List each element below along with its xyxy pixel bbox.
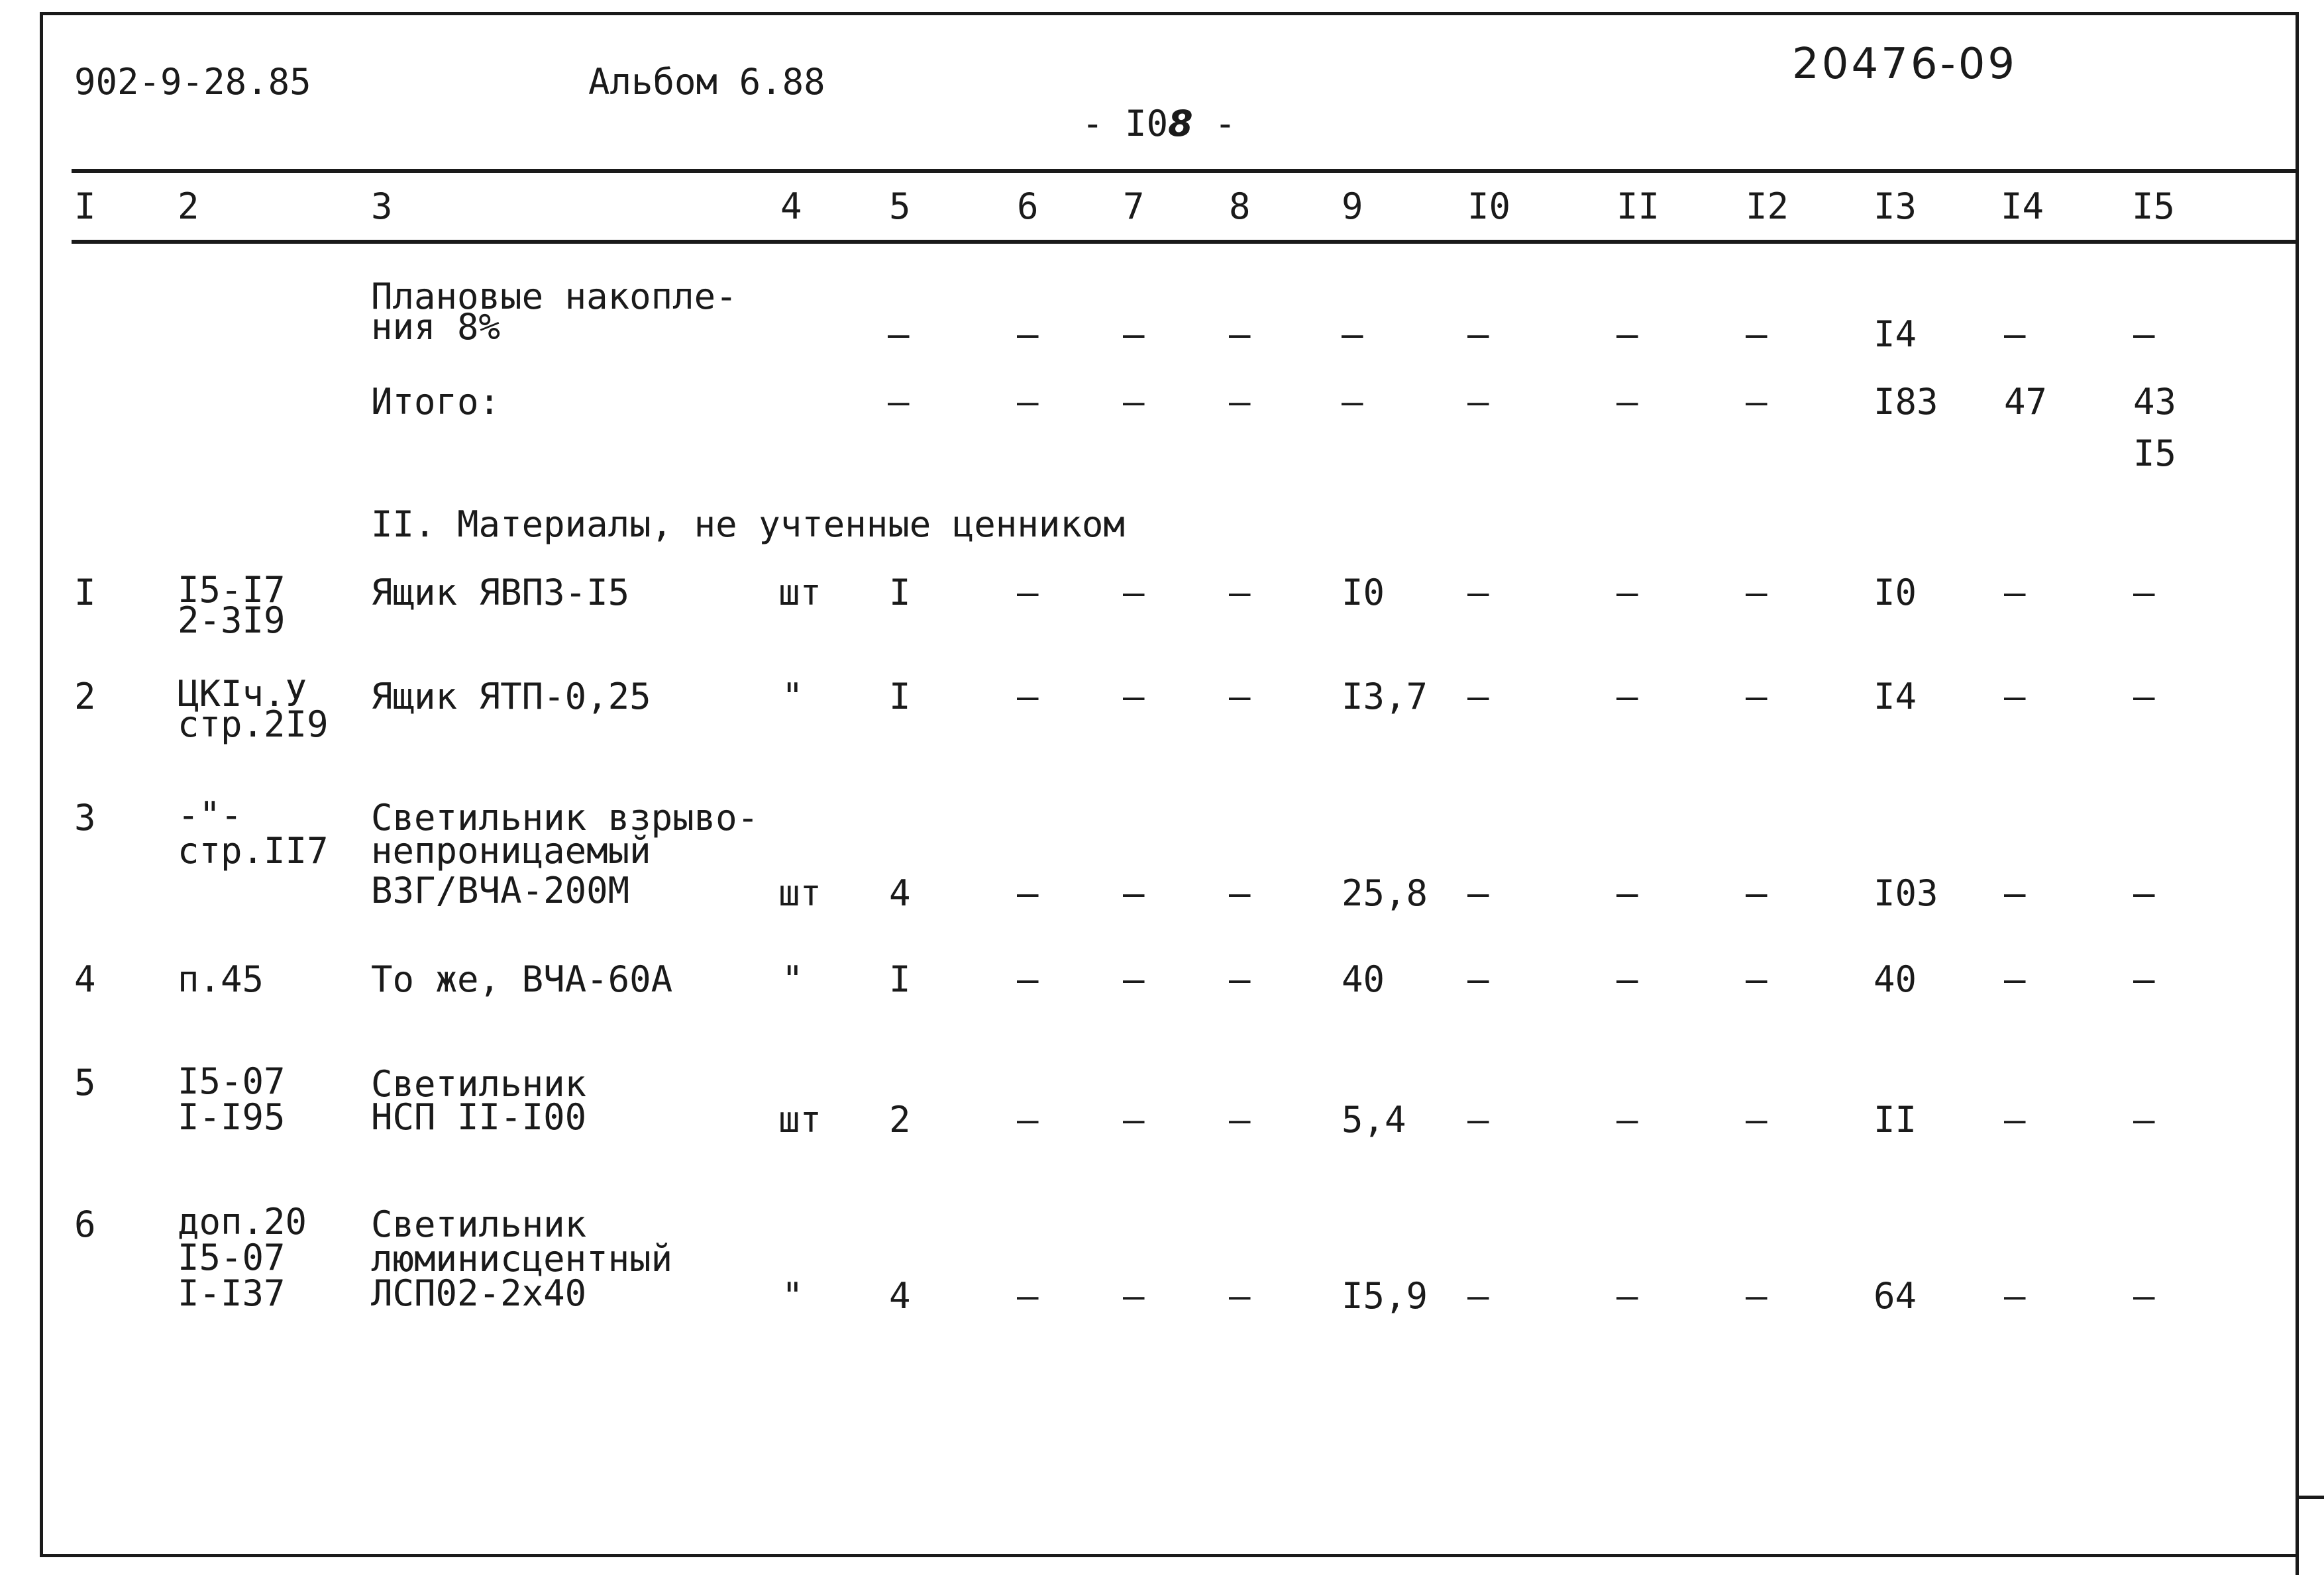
cell: I5,9 — [1342, 1275, 1428, 1317]
cell: – — [1017, 572, 1039, 613]
item-name-cont: НСП II-I00 — [371, 1096, 587, 1138]
page-hand-digit: 8 — [1168, 103, 1193, 144]
frame-top-border — [40, 12, 2299, 15]
cell: – — [1229, 381, 1251, 423]
cell: – — [1017, 1275, 1039, 1317]
price-code: п.45 — [178, 958, 264, 1000]
col-15: I5 — [2132, 185, 2176, 227]
cell: – — [1229, 572, 1251, 613]
col-9: 9 — [1342, 185, 1363, 227]
cell: – — [2004, 872, 2026, 914]
cell: I83 — [1874, 381, 1938, 423]
cell: – — [1746, 1099, 1768, 1141]
cell: – — [1746, 572, 1768, 613]
cell: – — [1467, 1275, 1489, 1317]
col-5: 5 — [889, 185, 911, 227]
item-name-cont: непроницаемый — [371, 830, 651, 872]
col-13: I3 — [1874, 185, 1917, 227]
cell: – — [1342, 313, 1363, 355]
item-name: То же, ВЧА-60А — [371, 958, 673, 1000]
cell: – — [1229, 676, 1251, 717]
cell: 47 — [2004, 381, 2048, 423]
frame-bottom-border — [40, 1554, 2299, 1557]
cell: – — [1467, 958, 1489, 1000]
unit: шт — [778, 1099, 822, 1141]
col-3: 3 — [371, 185, 393, 227]
column-rule — [72, 240, 2298, 244]
cell: – — [1017, 872, 1039, 914]
unit: шт — [778, 872, 822, 914]
unit: " — [782, 958, 804, 1000]
page-suffix: - — [1214, 103, 1236, 144]
cell: – — [1616, 1275, 1638, 1317]
price-code: стр.II7 — [178, 830, 329, 872]
item-name: Светильник — [371, 1063, 587, 1105]
margin-tick — [2296, 1496, 2324, 1499]
price-code: ЦКIч.У — [178, 673, 307, 715]
cell: – — [1229, 313, 1251, 355]
cell: – — [2004, 313, 2026, 355]
cell: I0 — [1874, 572, 1917, 613]
row-number: 4 — [74, 958, 96, 1000]
header-rule — [72, 169, 2298, 173]
cell: I4 — [1874, 676, 1917, 717]
cell: – — [1467, 676, 1489, 717]
cell: – — [1123, 958, 1145, 1000]
cell: – — [1467, 872, 1489, 914]
cell: – — [1616, 381, 1638, 423]
cell: I0 — [1342, 572, 1385, 613]
row-number: 5 — [74, 1062, 96, 1103]
row-number: I — [74, 572, 96, 613]
cell: – — [1746, 313, 1768, 355]
cell: – — [1746, 381, 1768, 423]
item-name-cont: ЛСП02-2х40 — [371, 1272, 587, 1314]
cell: – — [1017, 958, 1039, 1000]
cell: – — [1746, 1275, 1768, 1317]
cell: – — [1616, 313, 1638, 355]
cell: – — [2133, 313, 2155, 355]
cell: – — [2133, 958, 2155, 1000]
cell: – — [2133, 676, 2155, 717]
cell: – — [1616, 872, 1638, 914]
price-code: I5-07 — [178, 1237, 286, 1278]
item-name-cont: ВЗГ/ВЧА-200М — [371, 870, 630, 911]
quantity: I — [889, 676, 911, 717]
cell: 40 — [1342, 958, 1385, 1000]
item-name: Светильник взрыво- — [371, 797, 759, 839]
cell: – — [888, 313, 910, 355]
cell: 5,4 — [1342, 1099, 1406, 1141]
cell: – — [1017, 313, 1039, 355]
price-code: 2-3I9 — [178, 599, 286, 641]
cell: – — [1616, 572, 1638, 613]
page-prefix: - I0 — [1082, 103, 1169, 144]
row-number: 6 — [74, 1203, 96, 1245]
cell: – — [888, 381, 910, 423]
cell: – — [1123, 676, 1145, 717]
cell: – — [1123, 572, 1145, 613]
cell: 64 — [1874, 1275, 1917, 1317]
col-6: 6 — [1017, 185, 1039, 227]
cell: – — [1616, 1099, 1638, 1141]
col-7: 7 — [1123, 185, 1145, 227]
price-code: -"- — [178, 794, 242, 836]
cell: I03 — [1874, 872, 1938, 914]
cell: I4 — [1874, 313, 1917, 355]
cell: – — [1229, 1099, 1251, 1141]
item-name: Ящик ЯТП-0,25 — [371, 676, 651, 717]
col-10: I0 — [1467, 185, 1511, 227]
cell: – — [1017, 381, 1039, 423]
price-code: стр.2I9 — [178, 703, 329, 745]
cell: – — [1123, 381, 1145, 423]
frame-right-border — [2296, 12, 2299, 1575]
row-number: 2 — [74, 676, 96, 717]
col-2: 2 — [178, 185, 199, 227]
row-name: Итого: — [371, 381, 501, 423]
cell: – — [1229, 958, 1251, 1000]
cell: 40 — [1874, 958, 1917, 1000]
cell: – — [1342, 381, 1363, 423]
cell: 43 — [2133, 381, 2177, 423]
cell: – — [1746, 958, 1768, 1000]
col-1: I — [74, 185, 96, 227]
cell: – — [1017, 1099, 1039, 1141]
cell: – — [1123, 872, 1145, 914]
quantity: 2 — [889, 1099, 911, 1141]
price-code: I5-07 — [178, 1060, 286, 1102]
cell: – — [1746, 676, 1768, 717]
cell: II — [1874, 1099, 1917, 1141]
cell: – — [1467, 381, 1489, 423]
cell: I5 — [2133, 433, 2177, 474]
col-8: 8 — [1229, 185, 1251, 227]
item-name: Ящик ЯВПЗ-I5 — [371, 572, 630, 613]
cell: – — [1229, 872, 1251, 914]
section-title: II. Материалы, не учтенные ценником — [371, 503, 1125, 545]
cell: – — [1123, 1275, 1145, 1317]
price-code: I-I37 — [178, 1272, 286, 1314]
album-label: Альбом 6.88 — [588, 61, 825, 103]
cell: – — [1467, 1099, 1489, 1141]
cell: – — [2133, 872, 2155, 914]
cell: – — [2133, 1099, 2155, 1141]
price-code: I5-I7 — [178, 569, 286, 611]
row-name: Плановые накопле- — [371, 276, 737, 317]
cell: – — [1616, 676, 1638, 717]
handwritten-number: 20476-09 — [1792, 40, 2018, 89]
price-code: доп.20 — [178, 1201, 307, 1243]
cell: – — [2004, 1099, 2026, 1141]
item-name-cont: люминисцентный — [371, 1238, 673, 1280]
cell: – — [1467, 572, 1489, 613]
row-number: 3 — [74, 797, 96, 839]
cell: – — [2004, 572, 2026, 613]
row-name-cont: ния 8% — [371, 306, 501, 348]
cell: – — [2004, 958, 2026, 1000]
cell: – — [1467, 313, 1489, 355]
cell: – — [1123, 313, 1145, 355]
col-14: I4 — [2001, 185, 2044, 227]
cell: – — [1616, 958, 1638, 1000]
document-code: 902-9-28.85 — [74, 61, 311, 103]
col-11: II — [1616, 185, 1660, 227]
col-4: 4 — [780, 185, 802, 227]
col-12: I2 — [1746, 185, 1789, 227]
item-name: Светильник — [371, 1203, 587, 1245]
cell: – — [1229, 1275, 1251, 1317]
cell: – — [2133, 572, 2155, 613]
cell: – — [1746, 872, 1768, 914]
quantity: 4 — [889, 872, 911, 914]
cell: – — [1017, 676, 1039, 717]
frame-left-border — [40, 12, 43, 1557]
quantity: 4 — [889, 1275, 911, 1317]
cell: – — [2004, 676, 2026, 717]
unit: " — [782, 1275, 804, 1317]
unit: шт — [778, 572, 822, 613]
page-number — [1039, 61, 1236, 144]
quantity: I — [889, 958, 911, 1000]
cell: – — [2133, 1275, 2155, 1317]
price-code: I-I95 — [178, 1096, 286, 1138]
cell: 25,8 — [1342, 872, 1428, 914]
cell: – — [2004, 1275, 2026, 1317]
cell: – — [1123, 1099, 1145, 1141]
cell: I3,7 — [1342, 676, 1428, 717]
unit: " — [782, 676, 804, 717]
quantity: I — [889, 572, 911, 613]
